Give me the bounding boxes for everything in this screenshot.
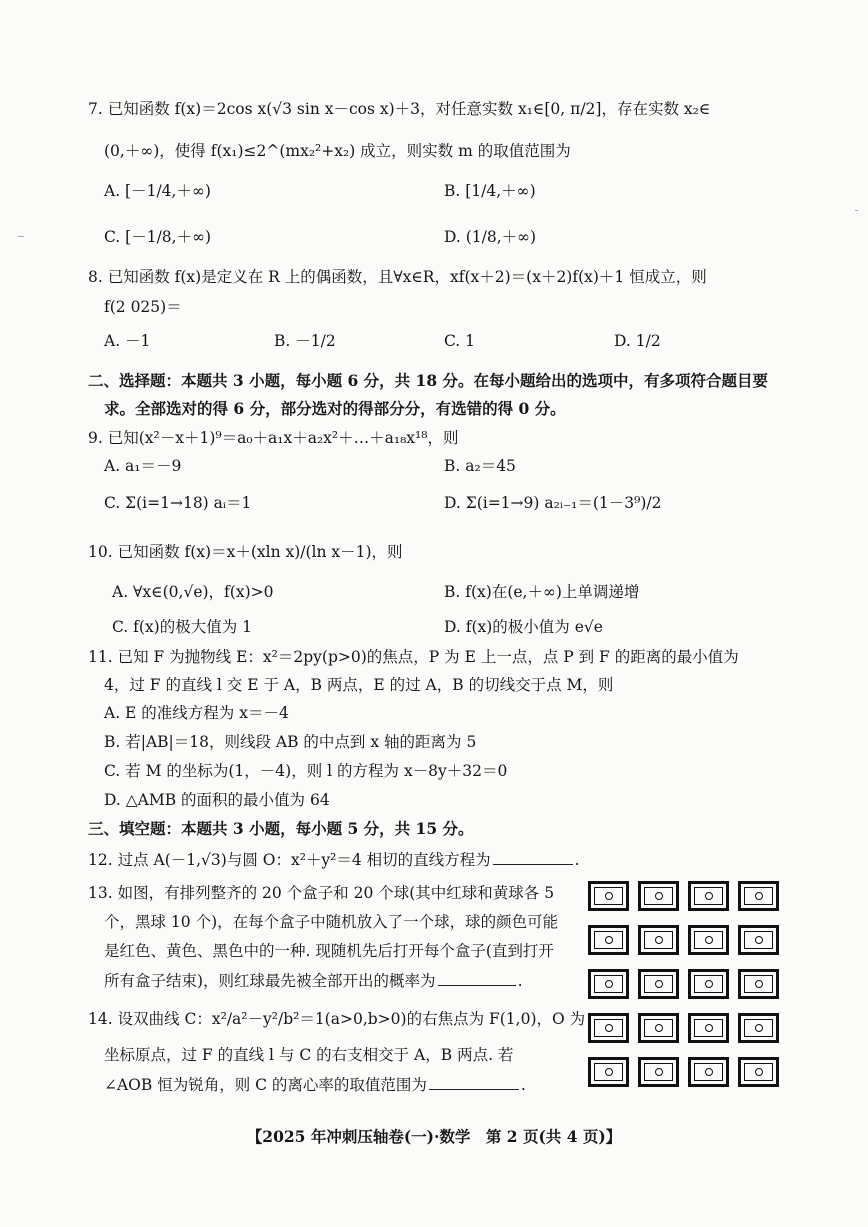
q10-stem: 10. 已知函数 f(x)＝x＋(xln x)/(ln x－1)，则 [88,543,403,561]
ball-box [738,925,779,955]
q11-option-c: C. 若 M 的坐标为(1，－4)，则 l 的方程为 x－8y＋32＝0 [104,762,508,780]
ball-box [588,1057,629,1087]
q14-answer-blank[interactable] [429,1073,519,1090]
ball-icon [705,1024,713,1032]
ball-box [738,1013,779,1043]
ball-icon [755,936,763,944]
ball-box [638,925,679,955]
section3-heading: 三、填空题：本题共 3 小题，每小题 5 分，共 15 分。 [88,819,474,838]
q14-line1: 14. 设双曲线 C：x²/a²－y²/b²＝1(a>0,b>0)的右焦点为 F(1,0)，O 为 [88,1010,586,1028]
ball-icon [655,980,663,988]
q13-answer-blank[interactable] [438,969,516,986]
q12-line: 12. 过点 A(－1,√3)与圆 O：x²＋y²＝4 相切的直线方程为 . [88,848,580,871]
q10-option-d: D. f(x)的极小值为 e√e [444,618,603,636]
section2-heading-line1: 二、选择题：本题共 3 小题，每小题 6 分，共 18 分。在每小题给出的选项中，有多项符合题目要 [88,371,769,390]
q12-text: 12. 过点 A(－1,√3)与圆 O：x²＋y²＝4 相切的直线方程为 [88,851,491,869]
ball-box [688,925,729,955]
q7-option-b: B. [1/4,＋∞) [444,182,536,200]
scan-speck [18,236,24,237]
q9-option-d: D. Σ(i=1→9) a₂ᵢ₋₁＝(1－3⁹)/2 [444,494,662,512]
q7-option-a: A. [－1/4,＋∞) [104,182,211,200]
q11-line2: 4，过 F 的直线 l 交 E 于 A，B 两点，E 的过 A，B 的切线交于点 M，则 [104,676,614,694]
box-grid-figure [588,881,786,1099]
ball-icon [605,936,613,944]
q8-option-c: C. 1 [444,332,476,350]
ball-box [588,881,629,911]
q11-option-d: D. △AMB 的面积的最小值为 64 [104,791,330,809]
ball-icon [705,892,713,900]
q13-line1: 13. 如图，有排列整齐的 20 个盒子和 20 个球(其中红球和黄球各 5 [88,884,555,902]
ball-icon [705,936,713,944]
ball-box [638,1013,679,1043]
ball-box [688,1013,729,1043]
ball-box [738,881,779,911]
q8-option-a: A. －1 [104,332,151,350]
q13-line2: 个，黑球 10 个)，在每个盒子中随机放入了一个球，球的颜色可能 [104,913,559,931]
ball-icon [755,892,763,900]
q12-answer-blank[interactable] [493,848,573,865]
ball-icon [605,980,613,988]
ball-box [688,881,729,911]
q9-option-c: C. Σ(i=1→18) aᵢ＝1 [104,494,252,512]
ball-icon [705,980,713,988]
q11-option-b: B. 若|AB|＝18，则线段 AB 的中点到 x 轴的距离为 5 [104,733,477,751]
ball-icon [605,892,613,900]
ball-icon [755,1024,763,1032]
section2-heading-line2: 求。全部选对的得 6 分，部分选对的得部分分，有选错的得 0 分。 [104,399,566,418]
ball-icon [705,1068,713,1076]
q10-option-a: A. ∀x∈(0,√e)，f(x)>0 [112,583,274,601]
q7-option-c: C. [－1/8,＋∞) [104,228,212,246]
q8-line1: 8. 已知函数 f(x)是定义在 R 上的偶函数，且∀x∈R，xf(x＋2)＝(x＋2)f(x)＋1 恒成立，则 [88,268,707,286]
q8-option-d: D. 1/2 [614,332,661,350]
q14-line3: ∠AOB 恒为锐角，则 C 的离心率的取值范围为 . [104,1073,526,1096]
ball-icon [755,980,763,988]
ball-icon [605,1068,613,1076]
q7-option-d: D. (1/8,＋∞) [444,228,537,246]
ball-box [588,969,629,999]
q13-text: 所有盒子结束)，则红球最先被全部开出的概率为 [104,972,436,990]
q8-option-b: B. －1/2 [274,332,336,350]
q7-line1: 7. 已知函数 f(x)＝2cos x(√3 sin x－cos x)＋3，对任意实数 x₁∈[0, π/2]，存在实数 x₂∈ [88,100,711,118]
ball-icon [655,1024,663,1032]
ball-icon [755,1068,763,1076]
q9-option-a: A. a₁＝－9 [104,457,182,475]
q14-line2: 坐标原点，过 F 的直线 l 与 C 的右支相交于 A，B 两点. 若 [104,1046,514,1064]
q8-line2: f(2 025)＝ [104,298,182,316]
ball-icon [655,1068,663,1076]
ball-icon [605,1024,613,1032]
scan-speck [855,210,858,211]
ball-icon [655,892,663,900]
ball-icon [655,936,663,944]
q11-line1: 11. 已知 F 为抛物线 E：x²＝2py(p>0)的焦点，P 为 E 上一点，点 P 到 F 的距离的最小值为 [88,648,739,666]
ball-box [638,1057,679,1087]
ball-box [588,1013,629,1043]
ball-box [738,969,779,999]
q13-line3: 是红色、黄色、黑色中的一种. 现随机先后打开每个盒子(直到打开 [104,942,554,960]
q10-option-c: C. f(x)的极大值为 1 [112,618,253,636]
page-footer: 【2025 年冲刺压轴卷(一)·数学 第 2 页(共 4 页)】 [246,1127,622,1146]
ball-box [738,1057,779,1087]
ball-box [638,881,679,911]
ball-box [688,969,729,999]
q13-line4: 所有盒子结束)，则红球最先被全部开出的概率为 . [104,969,523,992]
q14-text: ∠AOB 恒为锐角，则 C 的离心率的取值范围为 [104,1076,427,1094]
ball-box [588,925,629,955]
q7-line2: (0,＋∞)，使得 f(x₁)≤2^(mx₂²+x₂) 成立，则实数 m 的取值范围为 [104,142,571,160]
ball-box [638,969,679,999]
q9-option-b: B. a₂＝45 [444,457,516,475]
q11-option-a: A. E 的准线方程为 x＝－4 [104,704,289,722]
q9-stem: 9. 已知(x²－x＋1)⁹＝a₀＋a₁x＋a₂x²＋…＋a₁₈x¹⁸，则 [88,429,459,447]
q10-option-b: B. f(x)在(e,＋∞)上单调递增 [444,583,640,601]
ball-box [688,1057,729,1087]
